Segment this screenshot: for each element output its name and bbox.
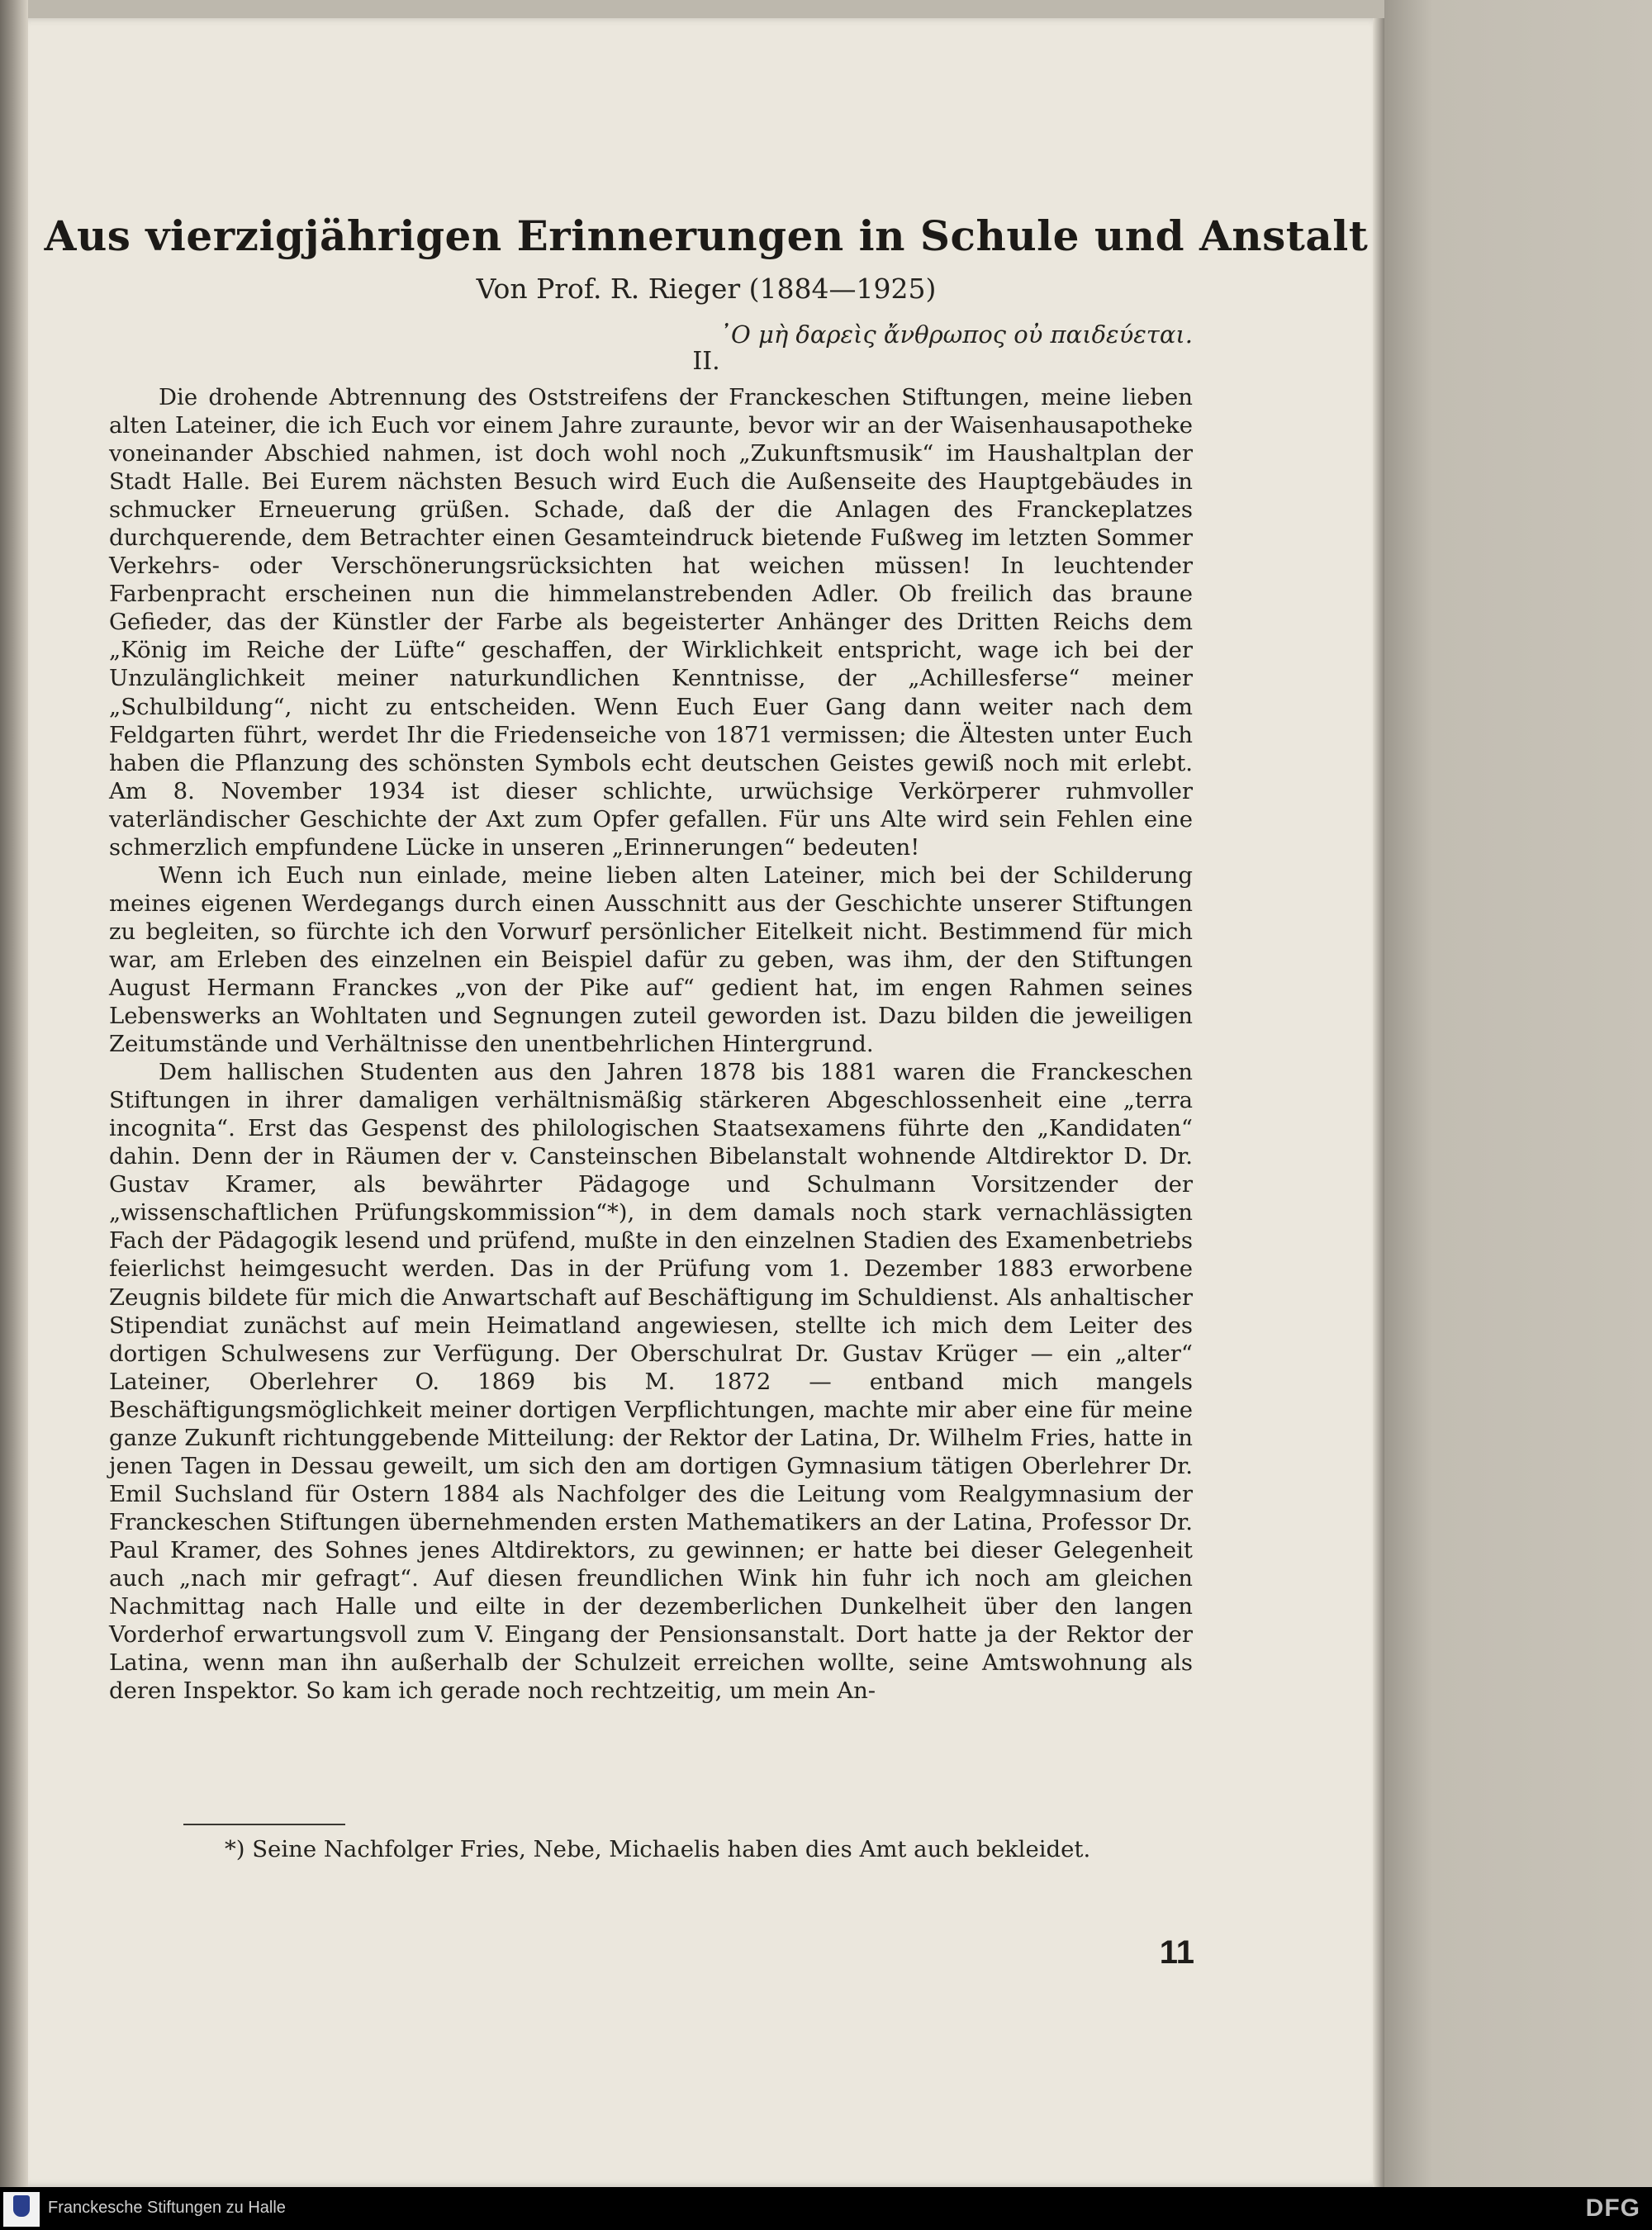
paragraph: Wenn ich Euch nun einlade, meine lieben alten Lateiner, mich bei der Schilderung meines eigenen Werdegangs durch einen Ausschnitt aus der Geschichte unserer Stiftungen zu begleiten, so fürchte ich den Vorwurf persönlicher Eitelkeit nicht. Bestimmend für mich war, am Erleben des einzelnen ein Beispiel dafür zu geben, was ihm, der den Stiftungen August Hermann Franckes „von der Pike auf“ gedient hat, im engen Rahmen seines Lebenswerks an Wohltaten und Segnungen zuteil geworden ist. Dazu bilden die jeweiligen Zeitumstände und Verhältnisse den unentbehrlichen Hintergrund. xyxy=(109,861,1193,1058)
institution-name[interactable]: Franckesche Stiftungen zu Halle xyxy=(48,2199,286,2217)
article-body xyxy=(109,383,1193,1705)
author-byline: Von Prof. R. Rieger (1884—1925) xyxy=(476,273,937,305)
footnote-divider xyxy=(183,1824,345,1825)
greek-motto: ᾿Ο μὴ δαρεὶς ἄνθρωπος οὐ παιδεύεται. xyxy=(719,320,1193,349)
page-fold-edge xyxy=(1373,18,1384,2187)
scan-background xyxy=(1384,0,1652,2187)
adjacent-page-edge xyxy=(0,0,28,2187)
dfg-logo[interactable]: DFG xyxy=(1585,2194,1640,2222)
crest-icon xyxy=(13,2195,30,2217)
document-page xyxy=(28,18,1384,2187)
institution-logo[interactable] xyxy=(3,2192,40,2227)
paragraph: Die drohende Abtrennung des Oststreifens der Franckeschen Stiftungen, meine lieben alten Lateiner, die ich Euch vor einem Jahre zuraunte, bevor wir an der Waisenhausapotheke voneinander Abschied nahmen, ist doch wohl noch „Zukunftsmusik“ im Haushaltplan der Stadt Halle. Bei Eurem nächsten Besuch wird Euch die Außenseite des Hauptgebäudes in schmucker Erneuerung grüßen. Schade, daß der die Anlagen des Franckeplatzes durchquerende, dem Betrachter einen Gesamteindruck bietende Fußweg im letzten Sommer Verkehrs- oder Verschönerungsrücksichten hat weichen müssen! In leuchtender Farbenpracht erscheinen nun die himmelanstrebenden Adler. Ob freilich das braune Gefieder, das der Künstler der Farbe als begeisterter Anhänger des Dritten Reichs dem „König im Reiche der Lüfte“ geschaffen, der Wirklichkeit entspricht, wage ich bei der Unzulänglichkeit meiner naturkundlichen Kenntnisse, der „Achillesferse“ meiner „Schulbildung“, nicht zu entscheiden. Wenn Euch Euer Gang dann weiter nach dem Feldgarten führt, werdet Ihr die Friedenseiche von 1871 vermissen; die Ältesten unter Euch haben die Pflanzung des schönsten Symbols echt deutschen Geistes gewiß noch mit erlebt. Am 8. November 1934 ist dieser schlichte, urwüchsige Verkörperer ruhmvoller vaterländischer Geschichte der Axt zum Opfer gefallen. Für uns Alte wird sein Fehlen eine schmerzlich empfundene Lücke in unseren „Erinnerungen“ bedeuten! xyxy=(109,384,1193,861)
paragraph: Dem hallischen Studenten aus den Jahren 1878 bis 1881 waren die Franckeschen Stiftungen in ihrer damaligen verhältnismäßig stärkeren Abgeschlossenheit eine „terra incognita“. Erst das Gespenst des philologischen Staatsexamens führte den „Kandidaten“ dahin. Denn der in Räumen der v. Cansteinschen Bibelanstalt wohnende Altdirektor D. Dr. Gustav Kramer, als bewährter Pädagoge und Schulmann Vorsitzender der „wissenschaftlichen Prüfungskommission“*), in dem damals noch stark vernachlässigten Fach der Pädagogik lesend und prüfend, mußte in den einzelnen Stadien des Examenbetriebs feierlichst heimgesucht werden. Das in der Prüfung vom 1. Dezember 1883 erworbene Zeugnis bildete für mich die Anwartschaft auf Beschäftigung im Schuldienst. Als anhaltischer Stipendiat zunächst auf mein Heimatland angewiesen, stellte ich mich dem Leiter des dortigen Schulwesens zur Verfügung. Der Oberschulrat Dr. Gustav Krüger — ein „alter“ Lateiner, Oberlehrer O. 1869 bis M. 1872 — entband mich mangels Beschäftigungsmöglichkeit meiner dortigen Verpflichtungen, machte mir aber eine für meine ganze Zukunft richtunggebende Mitteilung: der Rektor der Latina, Dr. Wilhelm Fries, hatte in jenen Tagen in Dessau geweilt, um sich den am dortigen Gymnasium tätigen Oberlehrer Dr. Emil Suchsland für Ostern 1884 als Nachfolger des die Leitung vom Realgymnasium der Franckeschen Stiftungen übernehmenden ersten Mathematikers an der Latina, Professor Dr. Paul Kramer, des Sohnes jenes Altdirektors, zu gewinnen; er hatte bei dieser Gelegenheit auch „nach mir gefragt“. Auf diesen freundlichen Wink hin fuhr ich noch am gleichen Nachmittag nach Halle und eilte in der dezemberlichen Dunkelheit über den langen Vorderhof erwartungsvoll zum V. Eingang der Pensionsanstalt. Dort hatte ja der Rektor der Latina, wenn man ihn außerhalb der Schulzeit erreichen wollte, seine Amtswohnung als deren Inspektor. So kam ich gerade noch rechtzeitig, um mein An- xyxy=(109,1059,1193,1705)
viewer-footer xyxy=(0,2187,1652,2230)
page-number: 11 xyxy=(1159,1934,1194,1971)
article-title: Aus vierzigjährigen Erinnerungen in Schule und Anstalt xyxy=(44,211,1369,260)
footnote: *) Seine Nachfolger Fries, Nebe, Michaelis haben dies Amt auch bekleidet. xyxy=(225,1836,1091,1862)
part-number: II. xyxy=(692,347,720,376)
